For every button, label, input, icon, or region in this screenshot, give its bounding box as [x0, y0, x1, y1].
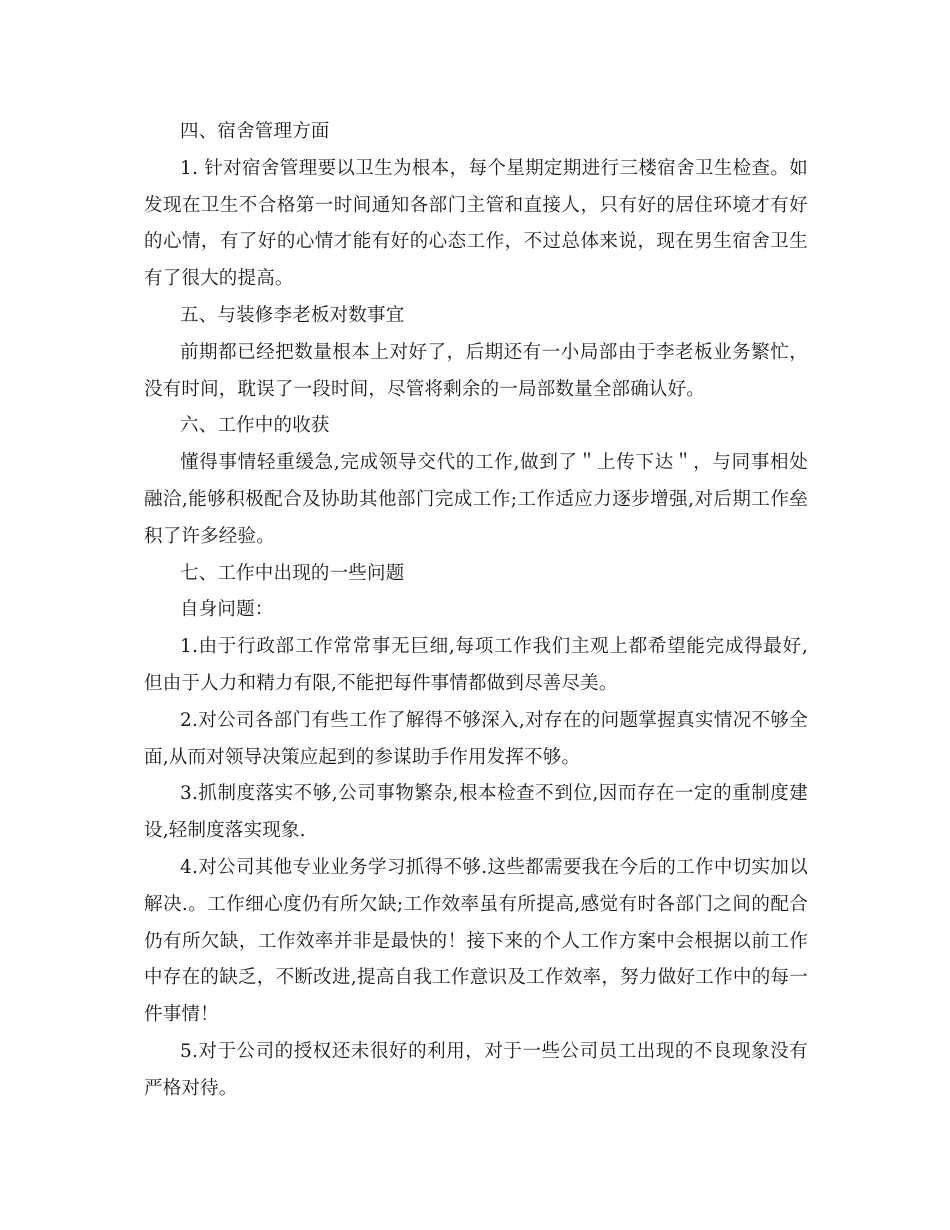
paragraph-problem-3: 3.抓制度落实不够,公司事物繁杂,根本检查不到位,因而存在一定的重制度建设,轻制度落实现象.	[144, 783, 808, 842]
paragraph-problem-2: 2.对公司各部门有些工作了解得不够深入,对存在的问题掌握真实情况不够全面,从而对领导决策应起到的参谋助手作用发挥不够。	[144, 709, 808, 768]
paragraph-dormitory-hygiene: 1. 针对宿舍管理要以卫生为根本，每个星期定期进行三楼宿舍卫生检查。如发现在卫生不合格第一时间通知各部门主管和直接人，只有好的居住环境才有好的心情，有了好的心情才能有好的心态工作，不过总体来说，现在男生宿舍卫生有了很大的提高。	[144, 157, 808, 290]
paragraph-problem-4: 4.对公司其他专业业务学习抓得不够.这些都需要我在今后的工作中切实加以解决.。工作细心度仍有所欠缺;工作效率虽有所提高,感觉有时各部门之间的配合仍有所欠缺，工作效率并非是最快的！接下来的个人工作方案中会根据以前工作中存在的缺乏，不断改进,提高自我工作意识及工作效率，努力做好工作中的每一件事情！	[144, 856, 808, 1026]
section-heading-dormitory: 四、宿舍管理方面	[180, 121, 330, 142]
section-heading-gains: 六、工作中的收获	[180, 415, 330, 437]
paragraph-work-gains: 懂得事情轻重缓急,完成领导交代的工作,做到了＂上传下达＂，与同事相处融洽,能够积极配合及协助其他部门完成工作;工作适应力逐步增强,对后期工作垒积了许多经验。	[144, 452, 808, 547]
document-body	[144, 114, 808, 1108]
section-heading-problems: 七、工作中出现的一些问题	[180, 562, 405, 584]
paragraph-renovation-count: 前期都已经把数量根本上对好了，后期还有一小局部由于李老板业务繁忙，没有时间，耽误了一段时间，尽管将剩余的一局部数量全部确认好。	[144, 341, 808, 400]
paragraph-problem-5: 5.对于公司的授权还未很好的利用，对于一些公司员工出现的不良现象没有严格对待。	[144, 1040, 808, 1099]
paragraph-self-problems-label: 自身问题：	[180, 599, 274, 621]
section-heading-renovation: 五、与装修李老板对数事宜	[180, 304, 405, 326]
paragraph-problem-1: 1.由于行政部工作常常事无巨细,每项工作我们主观上都希望能完成得最好,但由于人力和精力有限,不能把每件事情都做到尽善尽美。	[144, 636, 808, 694]
